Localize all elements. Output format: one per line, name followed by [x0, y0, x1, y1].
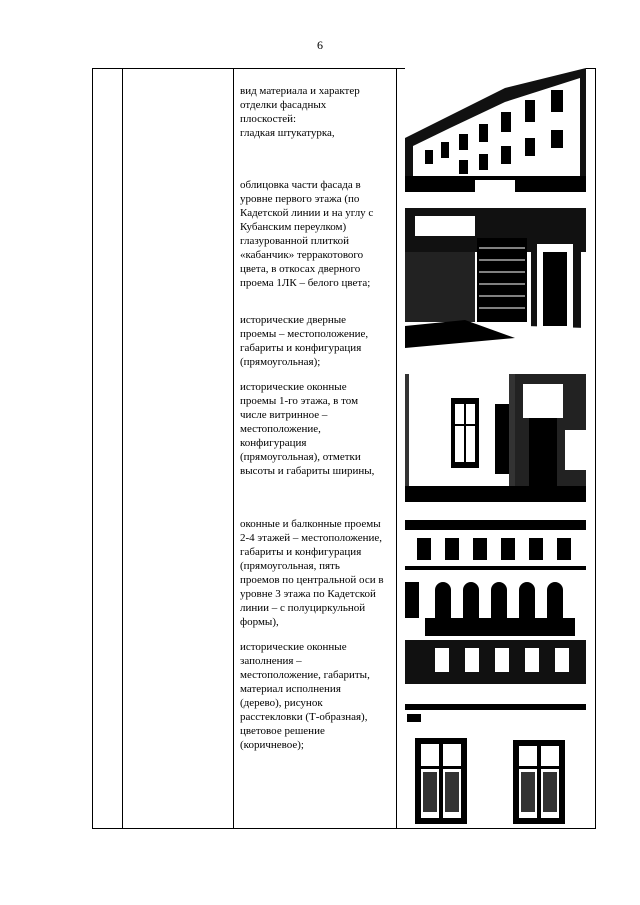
page-number: 6 — [317, 38, 323, 52]
building-facade-street-photo — [405, 68, 586, 192]
table-col-border — [396, 68, 397, 829]
paragraph-upper-floor-openings: оконные и балконные проемы 2-4 этажей – местоположение, габариты и конфигурация (прямоугольная, пять проемов по центральной оси в уровне 3 этажа по Кадетской линии – с полуциркульной формы), — [240, 518, 384, 628]
arched-windows-facade-photo — [405, 520, 586, 684]
paragraph-window-fillings: исторические оконные заполнения – местоположение, габариты, материал исполнения (дерево), рисунок расстекловки (Т-образная), цветовое решение (коричневое); — [240, 641, 370, 751]
table-col-border — [92, 68, 93, 829]
table-col-border — [233, 68, 234, 829]
table-col-border — [595, 68, 596, 829]
paragraph-tile-cladding: облицовка части фасада в уровне первого этажа (по Кадетской линии и на углу с Кубанским переулком) глазурованной плиткой «кабанчик» терракотового цвета, в откосах дверного проема 1ЛК – белого цвета; — [240, 179, 374, 289]
ground-floor-windows-photo — [405, 374, 586, 502]
paragraph-ground-floor-windows: исторические оконные проемы 1-го этажа, в том числе витринное – местоположение, конфигурация (прямоугольная), отметки высоты и габариты ширины, — [240, 381, 375, 477]
table-col-border — [122, 68, 123, 829]
tiled-ground-floor-entrance-photo — [405, 208, 586, 356]
paragraph-facade-material: вид материала и характер отделки фасадных плоскостей: гладкая штукатурка, — [240, 85, 360, 139]
table-bottom-border — [92, 828, 596, 829]
window-frames-closeup-photo — [405, 704, 586, 826]
paragraph-door-openings: исторические дверные проемы – местоположение, габариты и конфигурация (прямоугольная); — [240, 314, 369, 368]
